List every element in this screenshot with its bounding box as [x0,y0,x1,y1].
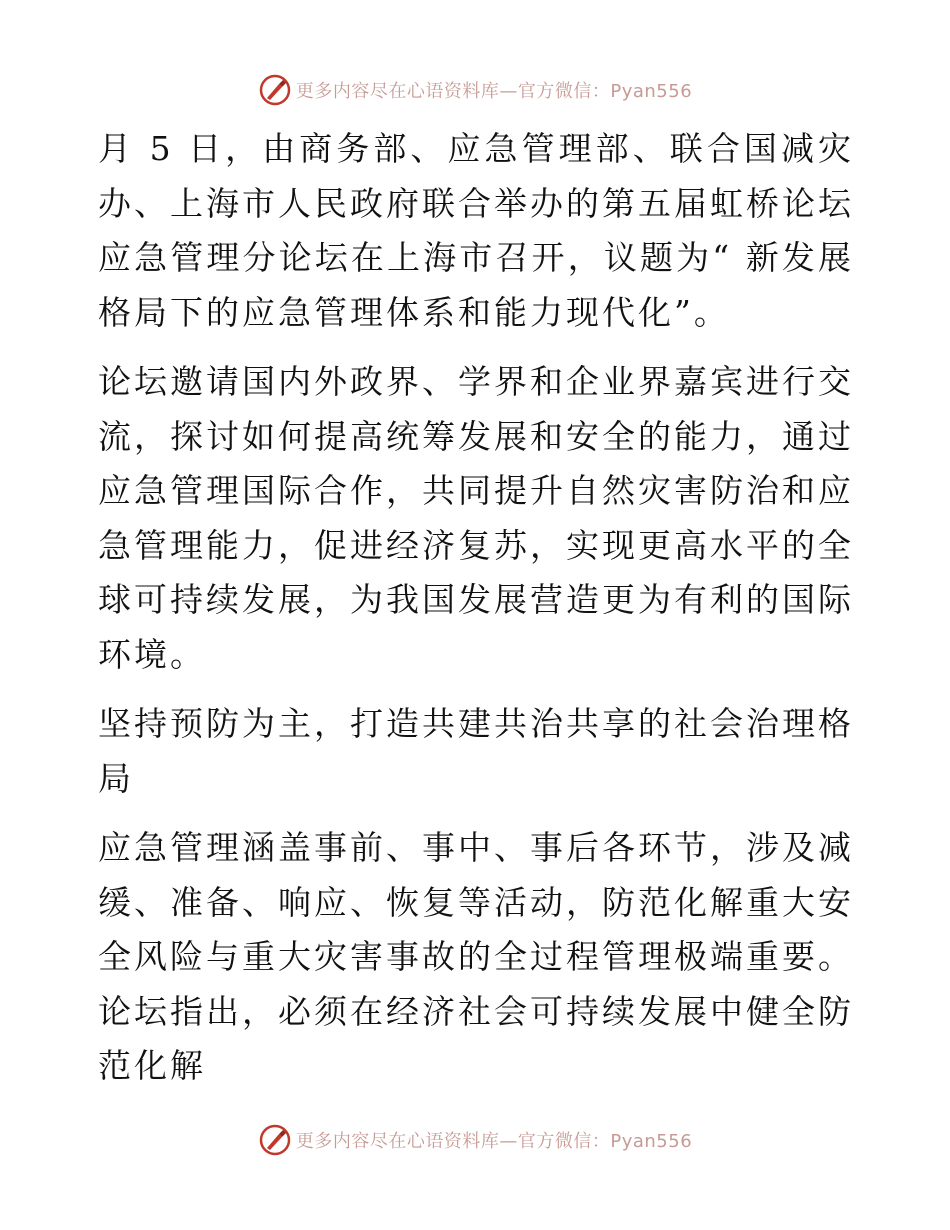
watermark-text: 更多内容尽在心语资料库—官方微信：Pyan556 [295,1131,693,1152]
paragraph-section-heading: 坚持预防为主，打造共建共治共享的社会治理格局 [98,704,854,798]
pen-circle-logo-icon [258,73,292,107]
paragraph-emergency-management: 应急管理涵盖事前、事中、事后各环节，涉及减缓、准备、响应、恢复等活动，防范化解重大安全风险与重大灾害事故的全过程管理极端重要。论坛指出，必须在经济社会可持续发展中健全防范化解 [98,828,854,1085]
pen-circle-logo-icon [258,1123,292,1157]
document-body [98,122,854,1094]
watermark-text: 更多内容尽在心语资料库—官方微信：Pyan556 [295,81,693,102]
paragraph-forum-intro: 月 5 日，由商务部、应急管理部、联合国减灾办、上海市人民政府联合举办的第五届虹桥论坛应急管理分论坛在上海市召开，议题为“ 新发展格局下的应急管理体系和能力现代化”。 [98,129,854,332]
header-watermark [0,70,950,110]
footer-watermark [0,1120,950,1160]
paragraph-forum-guests: 论坛邀请国内外政界、学界和企业界嘉宾进行交流，探讨如何提高统筹发展和安全的能力，通过应急管理国际合作，共同提升自然灾害防治和应急管理能力，促进经济复苏，实现更高水平的全球可持续发展，为我国发展营造更为有利的国际环境。 [98,362,854,674]
